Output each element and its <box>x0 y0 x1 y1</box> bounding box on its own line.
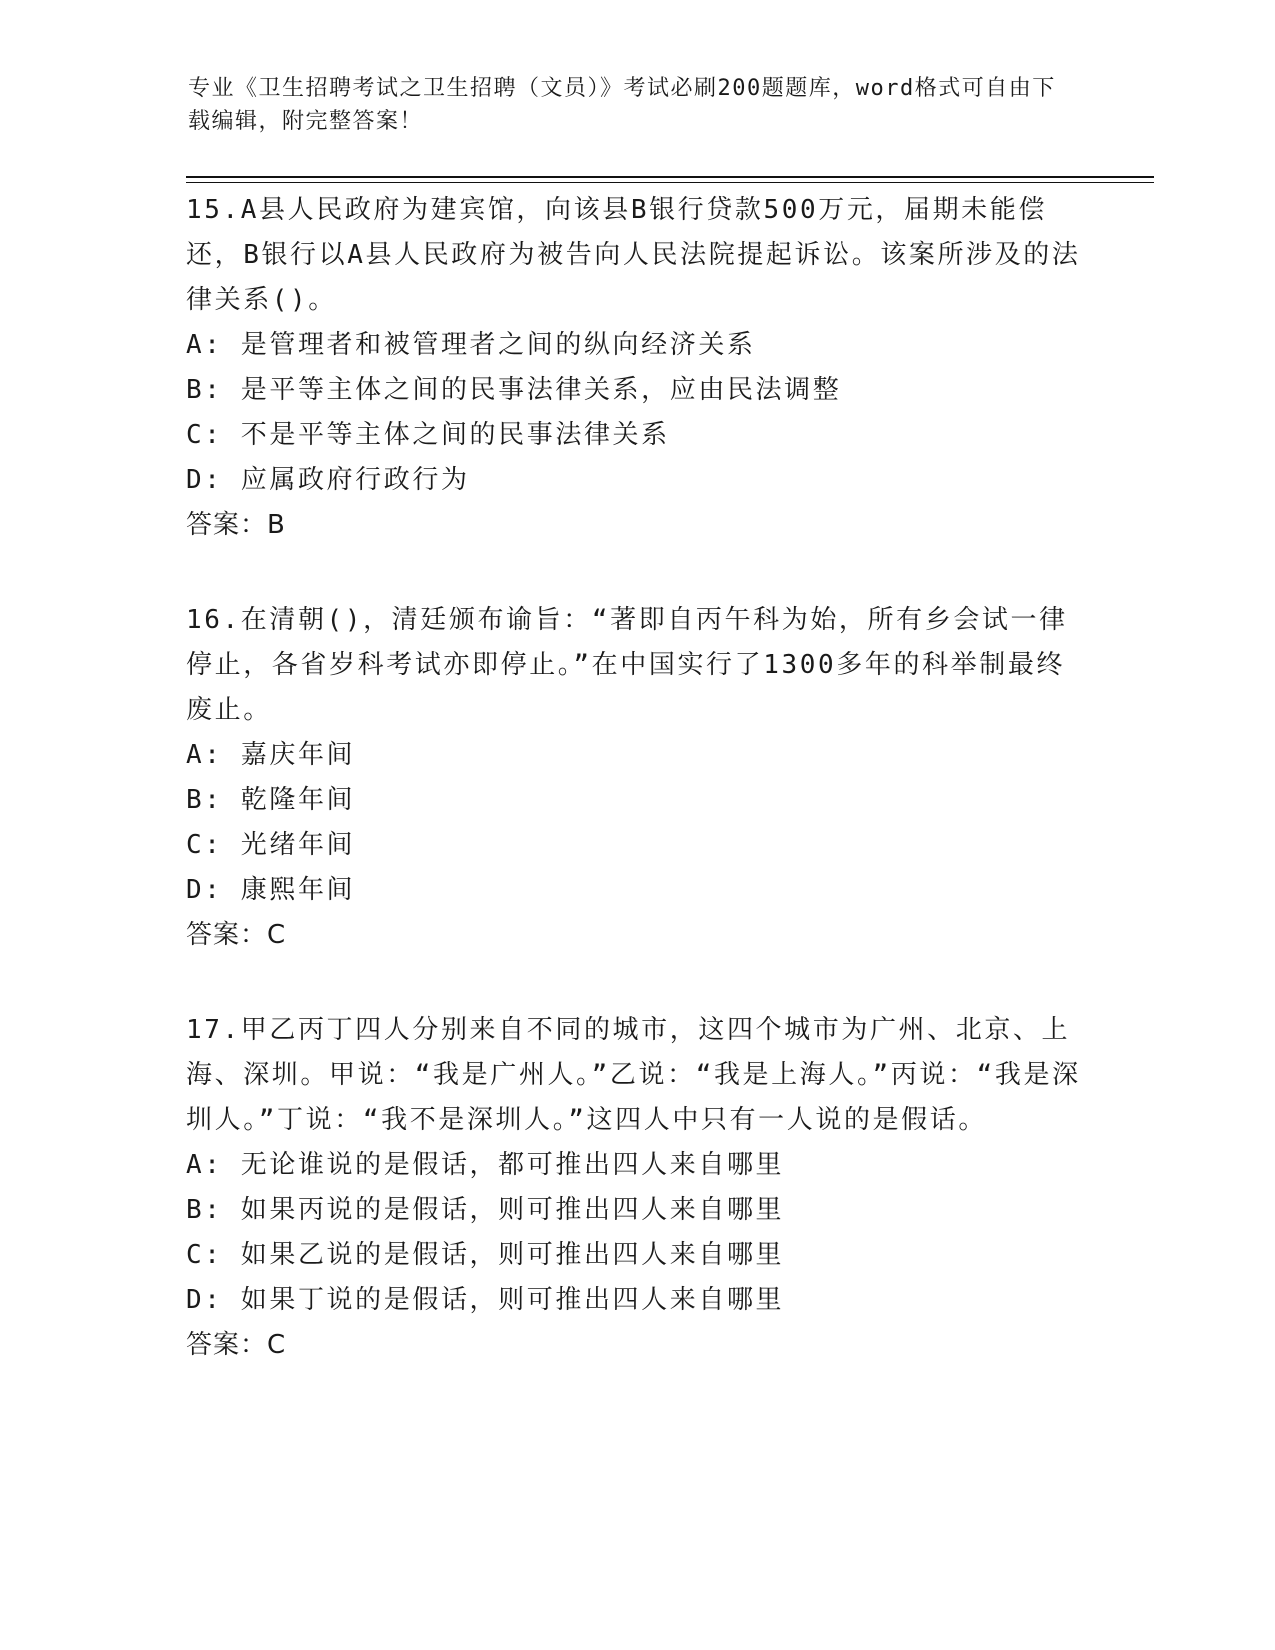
option-b: B: 如果丙说的是假话，则可推出四人来自哪里 <box>186 1195 785 1225</box>
question-16 <box>186 598 1086 958</box>
question-15 <box>186 188 1086 548</box>
option-d: D: 如果丁说的是假话，则可推出四人来自哪里 <box>186 1285 785 1315</box>
option-b: B: 是平等主体之间的民事法律关系，应由民法调整 <box>186 375 842 405</box>
option-d: D: 康熙年间 <box>186 875 356 905</box>
answer: 答案：C <box>186 1330 287 1360</box>
answer: 答案：B <box>186 510 286 540</box>
option-c: C: 不是平等主体之间的民事法律关系 <box>186 420 670 450</box>
answer: 答案：C <box>186 920 287 950</box>
option-d: D: 应属政府行政行为 <box>186 465 470 495</box>
option-b: B: 乾隆年间 <box>186 785 356 815</box>
question-text: 17.甲乙丙丁四人分别来自不同的城市，这四个城市为广州、北京、上海、深圳。甲说：“我是广州人。”乙说：“我是上海人。”丙说：“我是深圳人。”丁说：“我不是深圳人。”这四人中只有一人说的是假话。 <box>186 1015 1081 1135</box>
option-c: C: 光绪年间 <box>186 830 356 860</box>
document-header: 专业《卫生招聘考试之卫生招聘（文员）》考试必刷200题题库，word格式可自由下载编辑，附完整答案！ <box>188 76 1056 134</box>
header-divider-thin <box>186 182 1154 183</box>
option-a: A: 是管理者和被管理者之间的纵向经济关系 <box>186 330 756 360</box>
option-a: A: 无论谁说的是假话，都可推出四人来自哪里 <box>186 1150 785 1180</box>
question-17 <box>186 1008 1086 1368</box>
header-divider-thick <box>186 176 1154 178</box>
option-c: C: 如果乙说的是假话，则可推出四人来自哪里 <box>186 1240 785 1270</box>
question-text: 15.A县人民政府为建宾馆，向该县B银行贷款500万元，届期未能偿还，B银行以A县人民政府为被告向人民法院提起诉讼。该案所涉及的法律关系()。 <box>186 195 1081 315</box>
option-a: A: 嘉庆年间 <box>186 740 356 770</box>
question-text: 16.在清朝()，清廷颁布谕旨：“著即自丙午科为始，所有乡会试一律停止，各省岁科考试亦即停止。”在中国实行了1300多年的科举制最终废止。 <box>186 605 1068 725</box>
